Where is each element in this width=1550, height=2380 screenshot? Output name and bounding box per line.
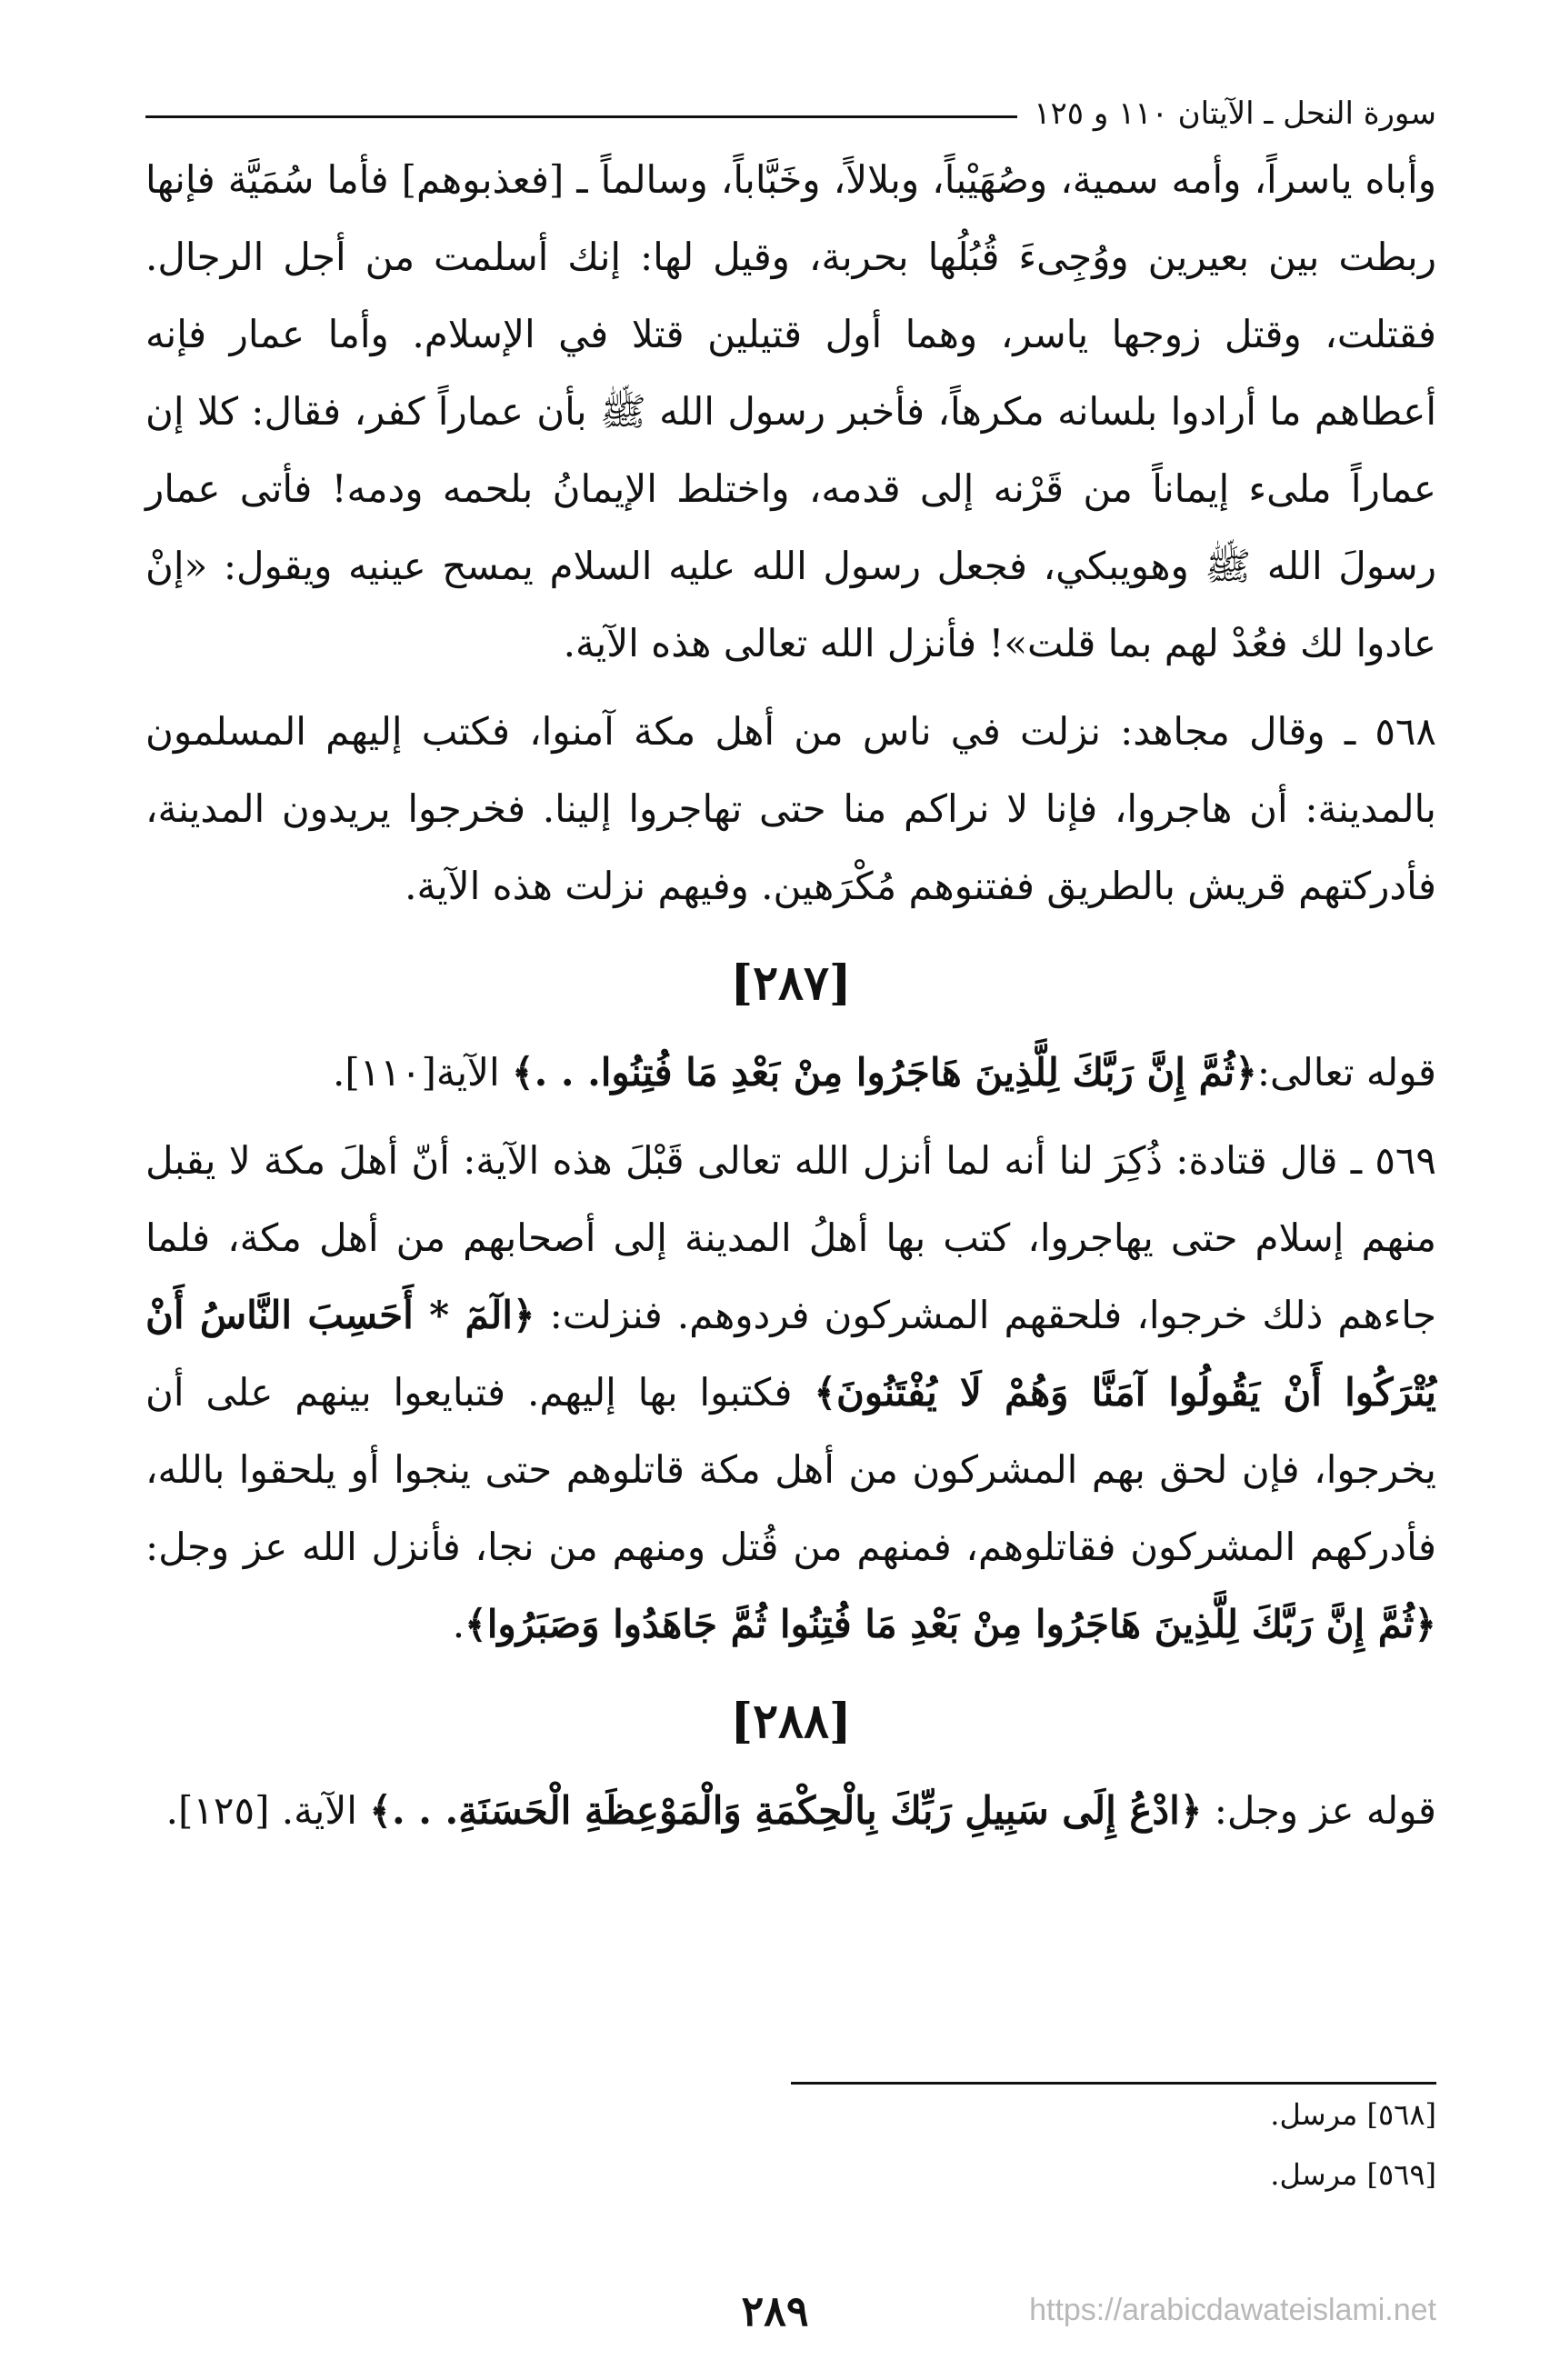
quran-quote-ankabut: ﴿الٓمٓ * أَحَسِبَ النَّاسُ أَنْ يُتْرَكُوا أَنْ يَقُولُوا آمَنَّا وَهُمْ لَا يُفْتَنُونَ﴾ [145, 1293, 1436, 1415]
paragraph-568: ٥٦٨ ـ وقال مجاهد: نزلت في ناس من أهل مكة آمنوا، فكتب إليهم المسلمون بالمدينة: أن هاجروا، فإنا لا نراكم منا حتى تهاجروا إلينا. فخرجوا يريدون المدينة، فأدركتهم قريش بالطريق ففتنوهم مُكْرَهين. وفيهم نزلت هذه الآية. [145, 709, 1436, 908]
verse-ref-125: الآية. [١٢٥]. [165, 1788, 370, 1833]
verse-125-intro-text: قوله عز وجل: [1202, 1788, 1436, 1833]
paragraph-569-part-a: ٥٦٩ ـ قال قتادة: ذُكِرَ لنا أنه لما أنزل الله تعالى قَبْلَ هذه الآية: أنّ أهلَ مكة لا يقبل منهم إسلام حتى يهاجروا، كتب بها أهلُ المدينة إلى أصحابهم من أهل مكة، فلما جاءهم ذلك خرجوا، فلحقهم المشركون فردوهم. فنزلت: [145, 1138, 1436, 1337]
header-rule [145, 115, 1017, 118]
page-number: ٢٨٩ [741, 2286, 809, 2335]
page-body [145, 86, 1436, 1849]
verse-125-intro [145, 1772, 1436, 1849]
paragraph-569-part-b: فكتبوا بها إليهم. فتبايعوا بينهم على أن يخرجوا، فإن لحق بهم المشركون من أهل مكة قاتلوهم حتى ينجوا أو يلحقوا بالله، فأدركهم المشركون فقاتلوهم، فمنهم من قُتل ومنهم من نجا، فأنزل الله عز وجل: [145, 1370, 1436, 1569]
quran-quote-125: ﴿ادْعُ إِلَى سَبِيلِ رَبِّكَ بِالْحِكْمَةِ وَالْمَوْعِظَةِ الْحَسَنَةِ. . .﴾ [369, 1788, 1203, 1833]
section-number-288: [٢٨٨] [730, 1694, 852, 1749]
paragraph-1: وأباه ياسراً، وأمه سمية، وصُهَيْباً، وبلالاً، وخَبَّاباً، وسالماً ـ [فعذبوهم] فأما سُمَيَّة فإنها ربطت بين بعيرين ووُجِىءَ قُبُلُها بحربة، وقيل لها: إنك أسلمت من أجل الرجال. فقتلت، وقتل زوجها ياسر، وهما أول قتيلين قتلا في الإسلام. وأما عمار فإنه أعطاهم ما أرادوا بلسانه مكرهاً، فأخبر رسول الله ﷺ بأن عماراً كفر، فقال: كلا إن عماراً ملىء إيماناً من قَرْنه إلى قدمه، واختلط الإيمانُ بلحمه ودمه! فأتى عمار رسولَ الله ﷺ وهويبكي، فجعل رسول الله عليه السلام يمسح عينيه ويقول: «إنْ عادوا لك فعُدْ لهم بما قلت»! فأنزل الله تعالى هذه الآية. [145, 157, 1436, 665]
footnotes [145, 2082, 1436, 2205]
running-header [145, 86, 1436, 141]
footnote-569: [٥٦٩] مرسل. [1270, 2157, 1436, 2192]
verse-intro-text: قوله تعالى: [1256, 1050, 1436, 1095]
quran-quote-110: ﴿ثُمَّ إِنَّ رَبَّكَ لِلَّذِينَ هَاجَرُوا مِنْ بَعْدِ مَا فُتِنُوا. . .﴾ [512, 1050, 1257, 1095]
paragraph-569 [145, 1122, 1436, 1663]
quran-quote-110-full: ﴿ثُمَّ إِنَّ رَبَّكَ لِلَّذِينَ هَاجَرُوا مِنْ بَعْدِ مَا فُتِنُوا ثُمَّ جَاهَدُوا وَصَبَرُوا﴾ [465, 1602, 1436, 1646]
watermark-url: https://arabicdawateislami.net [1029, 2293, 1436, 2327]
section-number-287: [٢٨٧] [730, 955, 852, 1011]
verse-ref-110: الآية[١١٠]. [333, 1050, 513, 1095]
paragraph-569-end: . [452, 1602, 465, 1646]
verse-110-intro [145, 1034, 1436, 1111]
running-title: سورة النحل ـ الآيتان ١١٠ و ١٢٥ [1034, 95, 1436, 132]
footnote-568: [٥٦٨] مرسل. [1270, 2097, 1436, 2132]
